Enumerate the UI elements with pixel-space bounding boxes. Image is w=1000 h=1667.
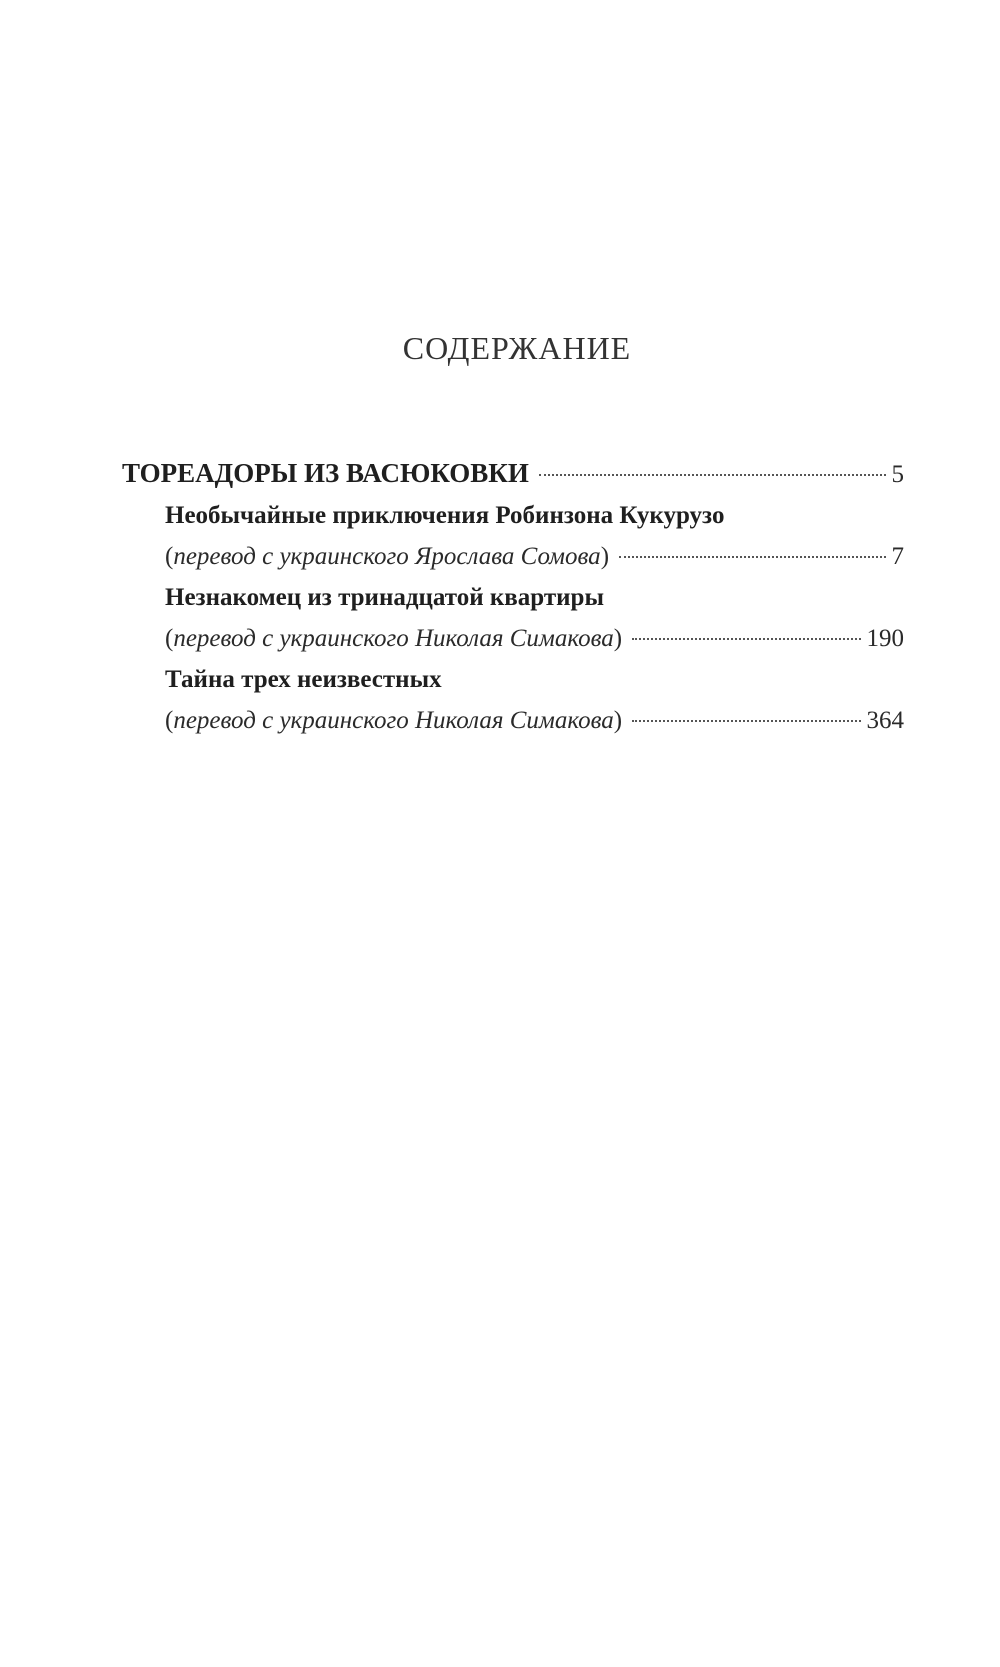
book-page-number: 5 [891,461,904,488]
translation-note: (перевод с украинского Ярослава Сомова) [165,543,610,570]
dot-leader [632,720,860,722]
toc-entry-translation [165,543,904,584]
toc-entry-story-title [165,584,904,625]
toc-entry-story-title [165,502,904,543]
translation-text: перевод с украинского Ярослава Сомова [173,543,601,570]
translation-text: перевод с украинского Николая Симакова [173,625,614,652]
toc-entry-book [122,458,904,502]
story-page-number: 7 [891,543,904,570]
translation-note: (перевод с украинского Николая Симакова) [165,707,623,734]
toc-entry-story-title [165,666,904,707]
book-title: ТОРЕАДОРЫ ИЗ ВАСЮКОВКИ [122,458,529,488]
story-title: Необычайные приключения Робинзона Кукурузо [165,502,725,529]
story-page-number: 190 [866,625,904,652]
dot-leader [619,556,885,558]
toc-entry-translation [165,707,904,748]
toc-entry-translation [165,625,904,666]
translation-text: перевод с украинского Николая Симакова [173,707,614,734]
story-page-number: 364 [866,707,904,734]
dot-leader [539,474,886,476]
story-title: Незнакомец из тринадцатой квартиры [165,584,604,611]
translation-note: (перевод с украинского Николая Симакова) [165,625,623,652]
dot-leader [632,638,860,640]
page-title: СОДЕРЖАНИЕ [402,330,632,366]
table-of-contents [122,458,904,748]
story-title: Тайна трех неизвестных [165,666,442,693]
